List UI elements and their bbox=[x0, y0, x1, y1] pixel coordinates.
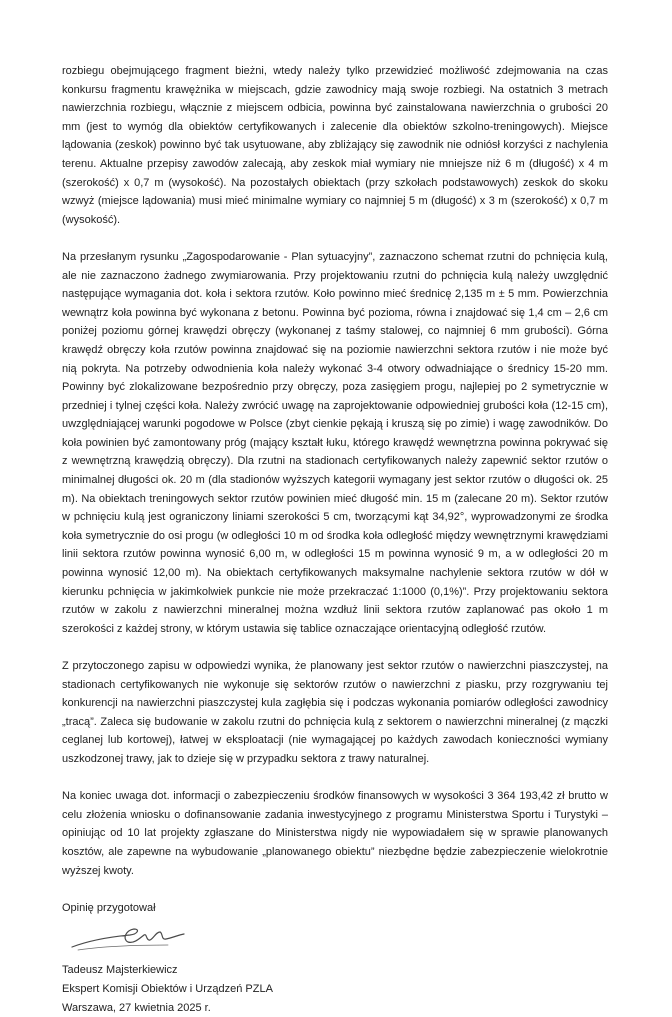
paragraph-sand-sector: Z przytoczonego zapisu w odpowiedzi wynika, że planowany jest sektor rzutów o nawierzchni piaszczystej, na stadionach certyfikowanych nie wykonuje się sektorów rzutów o nawierzchni z piasku, przy rozgrywaniu tej konkurencji na nawierzchni piaszczystej kula zagłębia się i podczas wykonania pomiarów odległości zawodnicy „tracą”. Zaleca się budowanie w zakolu rzutni do pchnięcia kulą z sektorem o nawierzchni mineralnej (z mączki ceglanej lub kortowej), łatwej w eksploatacji (nie wymagającej po każdych zawodach konieczności wymiany uszkodzonej trawy, jak to dzieje się w przypadku sektora z trawy naturalnej. bbox=[62, 657, 608, 769]
paragraph-funding: Na koniec uwaga dot. informacji o zabezpieczeniu środków finansowych w wysokości 3 364 193,42 zł brutto w celu złożenia wniosku o dofinansowanie zadania inwestycyjnego z programu Ministerstwa Sportu i Turystyki – opiniując od 10 lat projekty zgłaszane do Ministerstwa nigdy nie wypowiadałem się w sprawie planowanych kosztów, ale zapewne na wybudowanie „planowanego obiektu” niezbędne będzie zabezpieczenie wielokrotnie wyższej kwoty. bbox=[62, 787, 608, 880]
paragraph-shot-put-circle: Na przesłanym rysunku „Zagospodarowanie - Plan sytuacyjny”, zaznaczono schemat rzutni do pchnięcia kulą, ale nie zaznaczono żadnego zwymiarowania. Przy projektowaniu rzutni do pchnięcia kulą należy uwzględnić następujące wymagania dot. koła i sektora rzutów. Koło powinno mieć średnicę 2,135 m ± 5 mm. Powierzchnia wewnątrz koła powinna być wykonana z betonu. Powinna być pozioma, równa i znajdować się 1,4 cm – 2,6 cm poniżej poziomu górnej krawędzi obręczy (wykonanej z taśmy stalowej, co najmniej 6 mm grubości). Górna krawędź obręczy koła rzutów powinna znajdować się na poziomie nawierzchni sektora rzutów i nie może być nią pokryta. Na potrzeby odwodnienia koła należy wykonać 3-4 otwory odwadniające o średnicy 15-20 mm. Powinny być zlokalizowane bezpośrednio przy obręczy, poza zasięgiem progu, najlepiej po 2 symetrycznie w przedniej i tylnej części koła. Należy zwrócić uwagę na zaprojektowanie odpowiedniej grubości koła (12-15 cm), uwzględniającej warunki pogodowe w Polsce (zbyt cienkie pękają i kruszą się po zimie) i wagę zawodników. Do koła powinien być zamontowany próg (mający kształt łuku, którego krawędź wewnętrzna powinna pokrywać się z wewnętrzną krawędzią obręczy). Dla rzutni na stadionach certyfikowanych należy zapewnić sektor rzutów o minimalnej długości ok. 20 m (dla stadionów wyższych kategorii wymagany jest sektor rzutów o długości ok. 25 m). Na obiektach treningowych sektor rzutów powinien mieć długość min. 15 m (zalecane 20 m). Sektor rzutów w pchnięciu kulą jest ograniczony liniami szerokości 5 cm, tworzącymi kąt 34,92°, wyprowadzonymi ze środka koła symetrycznie do osi progu (w odległości 10 m od środka koła odległość między wewnętrznymi krawędziami linii sektora rzutów powinna wynosić 6,00 m, w odległości 15 m powinna wynosić 9 m, a w odległości 20 m powinna wynosić 12,00 m). Na obiektach certyfikowanych maksymalne nachylenie sektora rzutów w dół w kierunku pchnięcia w jakimkolwiek punkcie nie może przekraczać 1:1000 (0,1%)”. Przy projektowaniu sektora rzutów w zakolu z nawierzchni mineralnej można wzdłuż linii sektora rzutów zaplanować pas około 1 m szerokości z każdej strony, w którym ustawia się tablice oznaczające orientacyjną odległość rzutów. bbox=[62, 248, 608, 638]
paragraph-runup: rozbiegu obejmującego fragment bieżni, wtedy należy tylko przewidzieć możliwość zdejmowania na czas konkursu fragmentu krawężnika w miejscach, gdzie zawodnicy mają swoje rozbiegi. Na ostatnich 3 metrach nawierzchnia rozbiegu, włącznie z miejscem odbicia, powinna być zainstalowana nawierzchnia o grubości 20 mm (jest to wymóg dla obiektów certyfikowanych i zalecenie dla obiektów szkolno-treningowych). Miejsce lądowania (zeskok) powinno być tak usytuowane, aby zbliżający się zawodnik nie odniósł korzyści z nachylenia terenu. Aktualne przepisy zawodów zalecają, aby zeskok miał wymiary nie mniejsze niż 6 m (długość) x 4 m (szerokość) x 0,7 m (wysokość). Na pozostałych obiektach (przy szkołach podstawowych) zeskok do skoku wzwyż (miejsce lądowania) musi mieć minimalne wymiary co najmniej 5 m (długość) x 3 m (szerokość) x 0,7 m (wysokość). bbox=[62, 62, 608, 229]
handwritten-signature bbox=[68, 923, 188, 955]
place-and-date: Warszawa, 27 kwietnia 2025 r. bbox=[62, 999, 608, 1017]
author-role: Ekspert Komisji Obiektów i Urządzeń PZLA bbox=[62, 980, 608, 999]
document-page bbox=[62, 62, 608, 1017]
prepared-by-label: Opinię przygotował bbox=[62, 899, 608, 918]
author-name: Tadeusz Majsterkiewicz bbox=[62, 961, 608, 980]
signature-block bbox=[62, 899, 608, 1017]
